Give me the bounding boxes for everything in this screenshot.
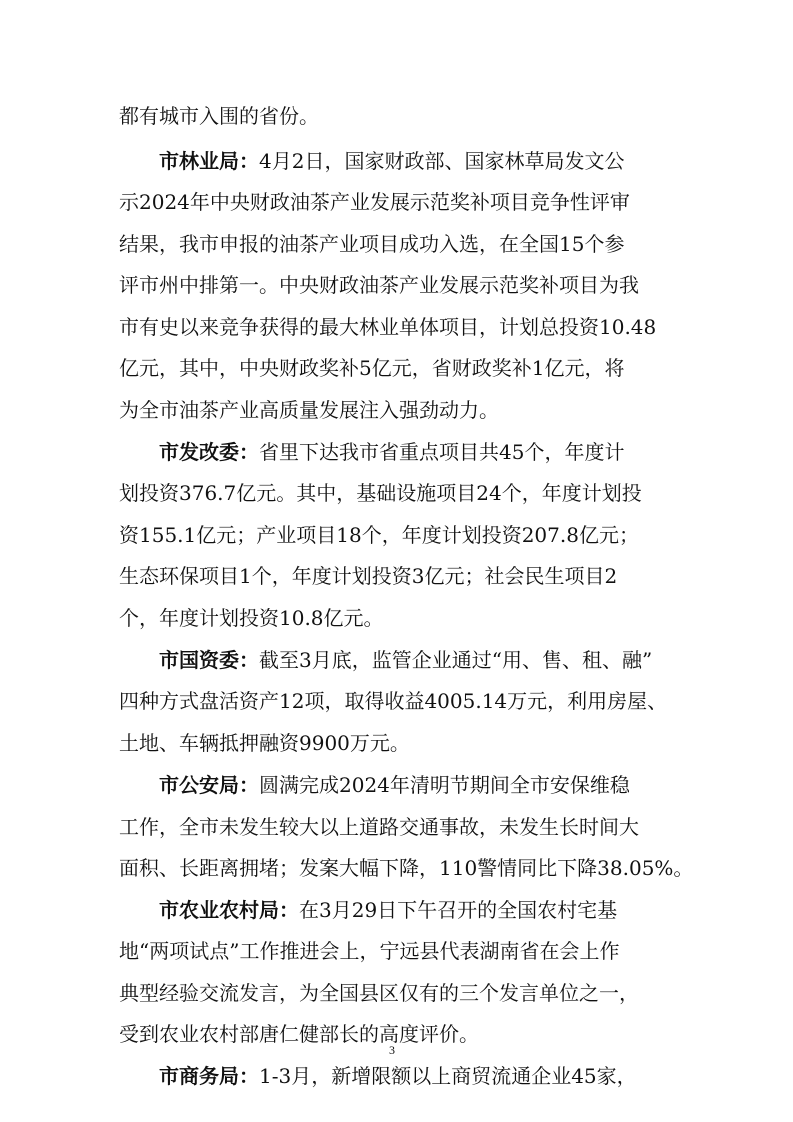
security-line-3: 面积、长距离拥堵；发案大幅下降，110警情同比下降38.05%。: [119, 856, 694, 880]
forestry-line-1: 4月2日，国家财政部、国家林草局发文公: [259, 149, 625, 173]
development-line-5: 个，年度计划投资10.8亿元。: [119, 606, 384, 630]
agriculture-line-4: 受到农业农村部唐仁健部长的高度评价。: [119, 1022, 479, 1046]
assets-first-line: [159, 648, 652, 672]
security-line-1: 圆满完成2024年清明节期间全市安保维稳: [259, 773, 630, 797]
commerce-first-line: [159, 1064, 637, 1088]
assets-department-label: 市国资委：: [159, 648, 259, 672]
opening-line: 都有城市入围的省份。: [119, 104, 319, 128]
forestry-line-2: 示2024年中央财政油茶产业发展示范奖补项目竞争性评审: [119, 190, 630, 214]
agriculture-line-3: 典型经验交流发言，为全国县区仅有的三个发言单位之一，: [119, 981, 639, 1005]
forestry-first-line: [159, 149, 624, 173]
forestry-line-7: 为全市油茶产业高质量发展注入强劲动力。: [119, 398, 499, 422]
assets-line-2: 四种方式盘活资产12项，取得收益4005.14万元，利用房屋、: [119, 689, 668, 713]
security-line-2: 工作，全市未发生较大以上道路交通事故，未发生长时间大: [119, 815, 639, 839]
forestry-line-3: 结果，我市申报的油茶产业项目成功入选，在全国15个参: [119, 232, 625, 256]
agriculture-line-1: 在3月29日下午召开的全国农村宅基: [299, 898, 618, 922]
commerce-line-1: 1-3月，新增限额以上商贸流通企业45家，: [259, 1064, 637, 1088]
assets-line-3: 土地、车辆抵押融资9900万元。: [119, 731, 410, 755]
security-department-label: 市公安局：: [159, 773, 259, 797]
agriculture-line-2: 地“两项试点”工作推进会上，宁远县代表湖南省在会上作: [119, 939, 620, 963]
forestry-department-label: 市林业局：: [159, 149, 259, 173]
development-line-2: 划投资376.7亿元。其中，基础设施项目24个，年度计划投: [119, 481, 642, 505]
assets-line-1: 截至3月底，监管企业通过“用、售、租、融”: [259, 648, 653, 672]
development-first-line: [159, 440, 624, 464]
commerce-department-label: 市商务局：: [159, 1064, 259, 1088]
forestry-line-5: 市有史以来竞争获得的最大林业单体项目，计划总投资10.48: [119, 315, 657, 339]
forestry-line-6: 亿元，其中，中央财政奖补5亿元，省财政奖补1亿元，将: [119, 356, 625, 380]
page-number: 3: [389, 1043, 395, 1057]
agriculture-first-line: [159, 898, 617, 922]
development-department-label: 市发改委：: [159, 440, 259, 464]
security-first-line: [159, 773, 630, 797]
development-line-4: 生态环保项目1个，年度计划投资3亿元；社会民生项目2: [119, 564, 618, 588]
forestry-line-4: 评市州中排第一。中央财政油茶产业发展示范奖补项目为我: [119, 273, 639, 297]
development-line-3: 资155.1亿元；产业项目18个，年度计划投资207.8亿元；: [119, 523, 639, 547]
development-line-1: 省里下达我市省重点项目共45个，年度计: [259, 440, 625, 464]
agriculture-department-label: 市农业农村局：: [159, 898, 299, 922]
